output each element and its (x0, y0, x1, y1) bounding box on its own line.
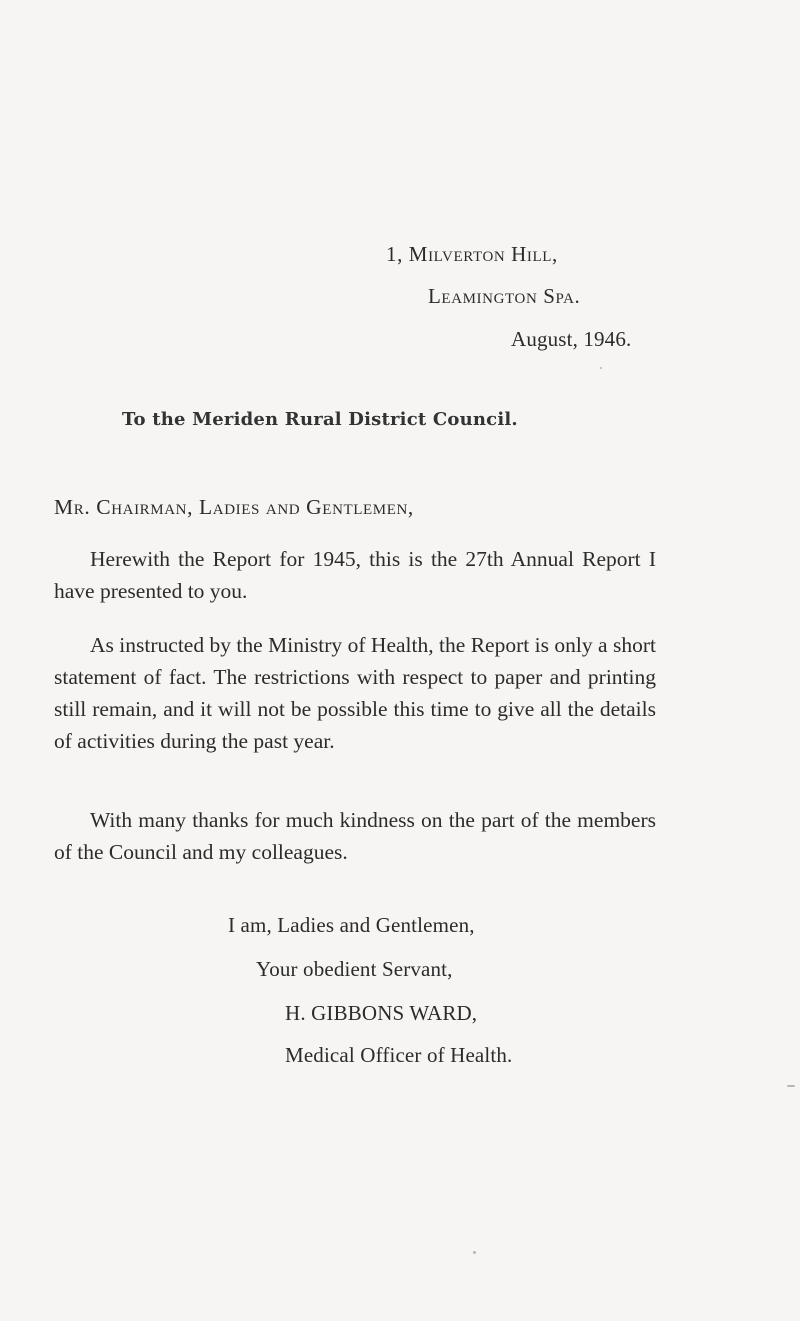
paragraph-1 (54, 543, 656, 607)
paragraph-1-text: Herewith the Report for 1945, this is the 27th Annual Report I have presented to you. (54, 547, 656, 603)
paragraph-3 (54, 804, 656, 868)
signatory-name: H. GIBBONS WARD, (285, 1001, 478, 1025)
closing-line-1: I am, Ladies and Gentlemen, (228, 913, 475, 937)
closing-line-2: Your obedient Servant, (256, 957, 453, 981)
address-line-2: Leamington Spa. (428, 284, 581, 308)
letter-date: August, 1946. (511, 327, 632, 351)
address-line-1: 1, Milverton Hill, (386, 242, 558, 266)
paragraph-2 (54, 629, 656, 757)
paper-speck (600, 367, 602, 369)
paper-speck (787, 1085, 795, 1087)
recipient-heading: To the Meriden Rural District Council. (122, 409, 518, 430)
salutation: Mr. Chairman, Ladies and Gentlemen, (54, 495, 414, 519)
paper-speck (473, 1251, 476, 1254)
paragraph-2-text: As instructed by the Ministry of Health, the Report is only a short statement of fact. The restrictions with respect to paper and printing still remain, and it will not be possible this time to give all the details of activities during the past year. (54, 633, 656, 753)
paragraph-3-text: With many thanks for much kindness on the part of the members of the Council and my colleagues. (54, 808, 656, 864)
signatory-title: Medical Officer of Health. (285, 1043, 513, 1067)
